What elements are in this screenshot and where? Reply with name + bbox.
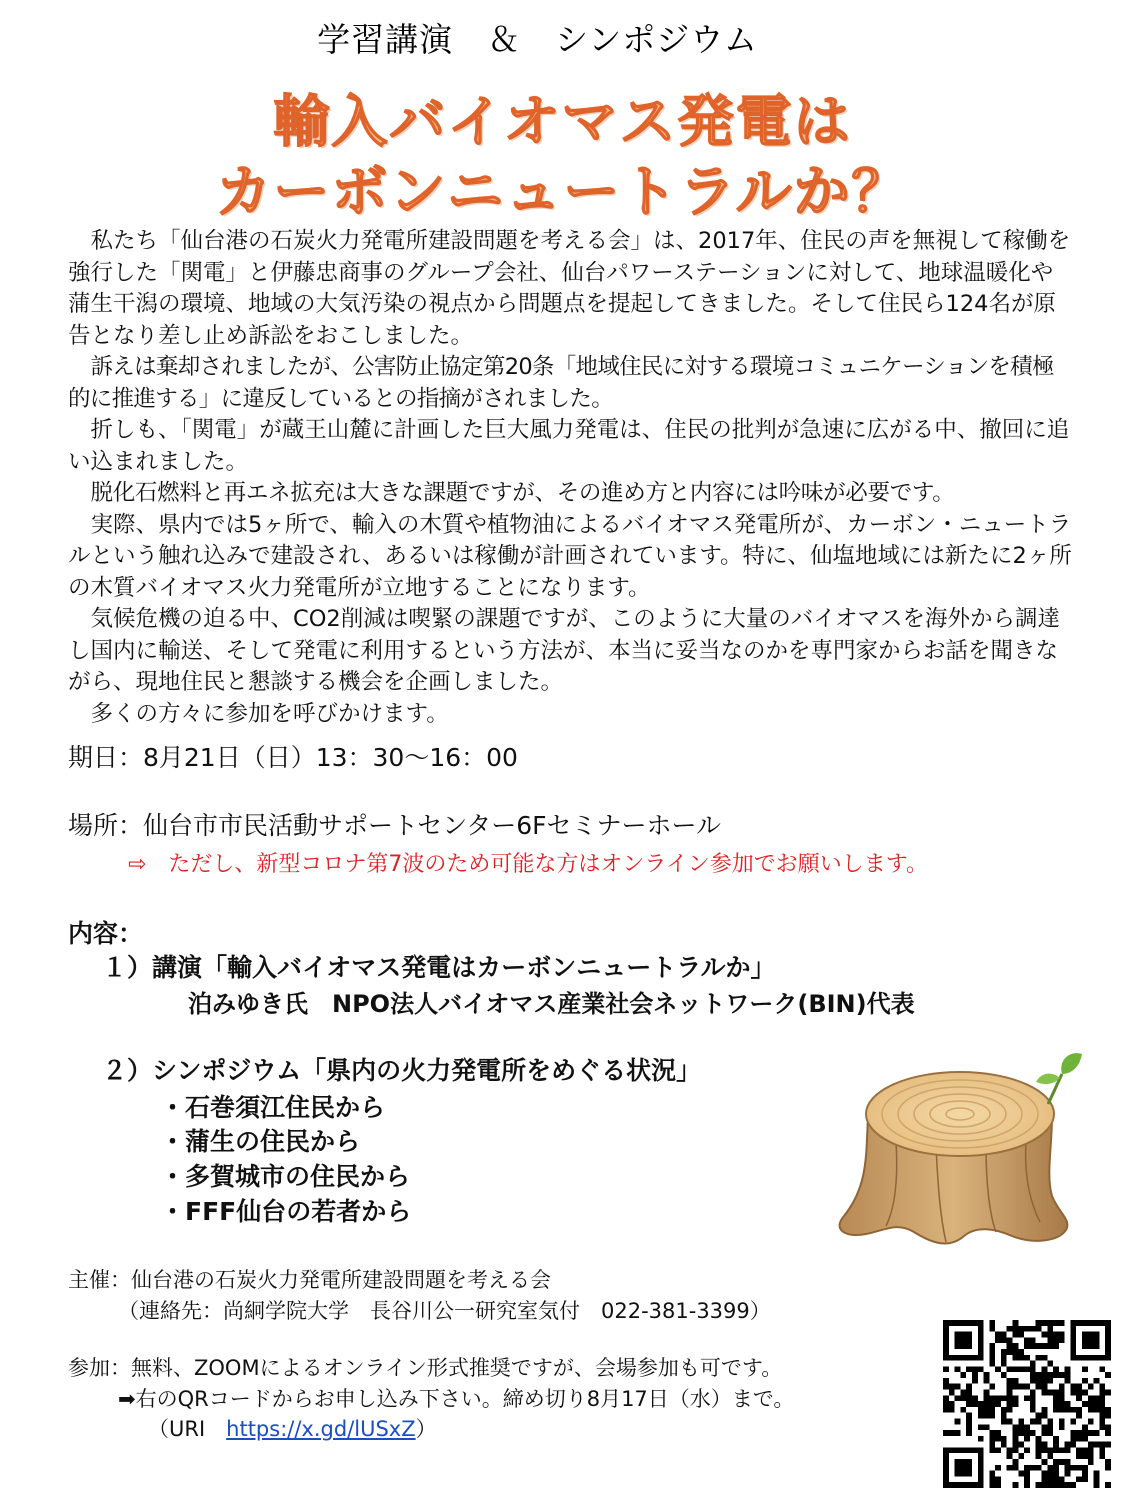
event-subtitle: 学習講演 ＆ シンポジウム <box>317 20 758 59</box>
uri-prefix: （URI <box>148 1417 227 1441</box>
tree-stump-illustration <box>826 1046 1094 1256</box>
online-notice: ⇨ ただし、新型コロナ第7波のため可能な方はオンライン参加でお願いします。 <box>128 852 929 877</box>
intro-paragraph-7: 多くの方々に参加を呼びかけます。 <box>90 700 449 727</box>
symposium-item: ・FFF仙台の若者から <box>160 1197 412 1226</box>
intro-text <box>68 226 1073 730</box>
uri-line <box>148 1413 437 1443</box>
symposium-title: ２）シンポジウム「県内の火力発電所をめぐる状況」 <box>102 1056 702 1085</box>
symposium-item: ・石巻須江住民から <box>160 1093 386 1122</box>
event-venue: 場所：仙台市市民活動サポートセンター6Fセミナーホール <box>68 811 722 840</box>
symposium-item: ・多賀城市の住民から <box>160 1162 411 1191</box>
qr-code[interactable] <box>943 1320 1111 1488</box>
title-line-2: カーボンニュートラルか？ <box>215 160 910 225</box>
intro-paragraph-4: 脱化石燃料と再エネ拡充は大きな課題ですが、その進め方と内容には吟味が必要です。 <box>90 480 955 506</box>
speaker-info: 泊みゆき氏 NPO法人バイオマス産業社会ネットワーク(BIN)代表 <box>188 990 915 1018</box>
contact-info: （連絡先：尚絅学院大学 長谷川公一研究室気付 022-381-3399） <box>118 1299 771 1323</box>
intro-paragraph-2: 訴えは棄却されましたが、公害防止協定第20条「地域住民に対する環境コミュニケーションを積極的に推進する」に違反しているとの指摘がされました。 <box>68 354 1054 412</box>
registration-link[interactable]: https://x.gd/lUSxZ <box>226 1417 416 1441</box>
symposium-item: ・蒲生の住民から <box>160 1127 361 1156</box>
qr-instruction: ➡右のQRコードからお申し込み下さい。締め切り8月17日（水）まで。 <box>118 1387 795 1411</box>
uri-suffix: ） <box>415 1417 437 1441</box>
content-label: 内容： <box>68 919 144 948</box>
lecture-title: １）講演「輸入バイオマス発電はカーボンニュートラルか」 <box>102 953 776 982</box>
event-date: 期日：8月21日（日）13：30～16：00 <box>68 743 518 772</box>
intro-paragraph-3: 折しも、「関電」が蔵王山麓に計画した巨大風力発電は、住民の批判が急速に広がる中、撤回に追い込まれました。 <box>68 417 1070 475</box>
intro-paragraph-1: 私たち「仙台港の石炭火力発電所建設問題を考える会」は、2017年、住民の声を無視して稼働を強行した「関電」と伊藤忠商事のグループ会社、仙台パワーステーションに対して、地球温暖化や蒲生干潟の環境、地域の大気汚染の視点から問題点を提起してきました。そして住民ら124名が原告となり差し止め訴訟をおこしました。 <box>68 228 1071 349</box>
intro-paragraph-6: 気候危機の迫る中、CO2削減は喫緊の課題ですが、このように大量のバイオマスを海外から調達し国内に輸送、そして発電に利用するという方法が、本当に妥当なのかを専門家からお話を聞きながら、現地住民と懇談する機会を企画しました。 <box>68 606 1061 695</box>
title-line-1: 輸入バイオマス発電は <box>273 90 852 155</box>
intro-paragraph-5: 実際、県内では5ヶ所で、輸入の木質や植物油によるバイオマス発電所が、カーボン・ニュートラルという触れ込みで建設され、あるいは稼働が計画されています。特に、仙塩地域には新たに2ヶ所の木質バイオマス火力発電所が立地することになります。 <box>68 511 1072 601</box>
participation-info: 参加：無料、ZOOMによるオンライン形式推奨ですが、会場参加も可です。 <box>68 1356 783 1380</box>
organizer: 主催：仙台港の石炭火力発電所建設問題を考える会 <box>68 1268 551 1292</box>
